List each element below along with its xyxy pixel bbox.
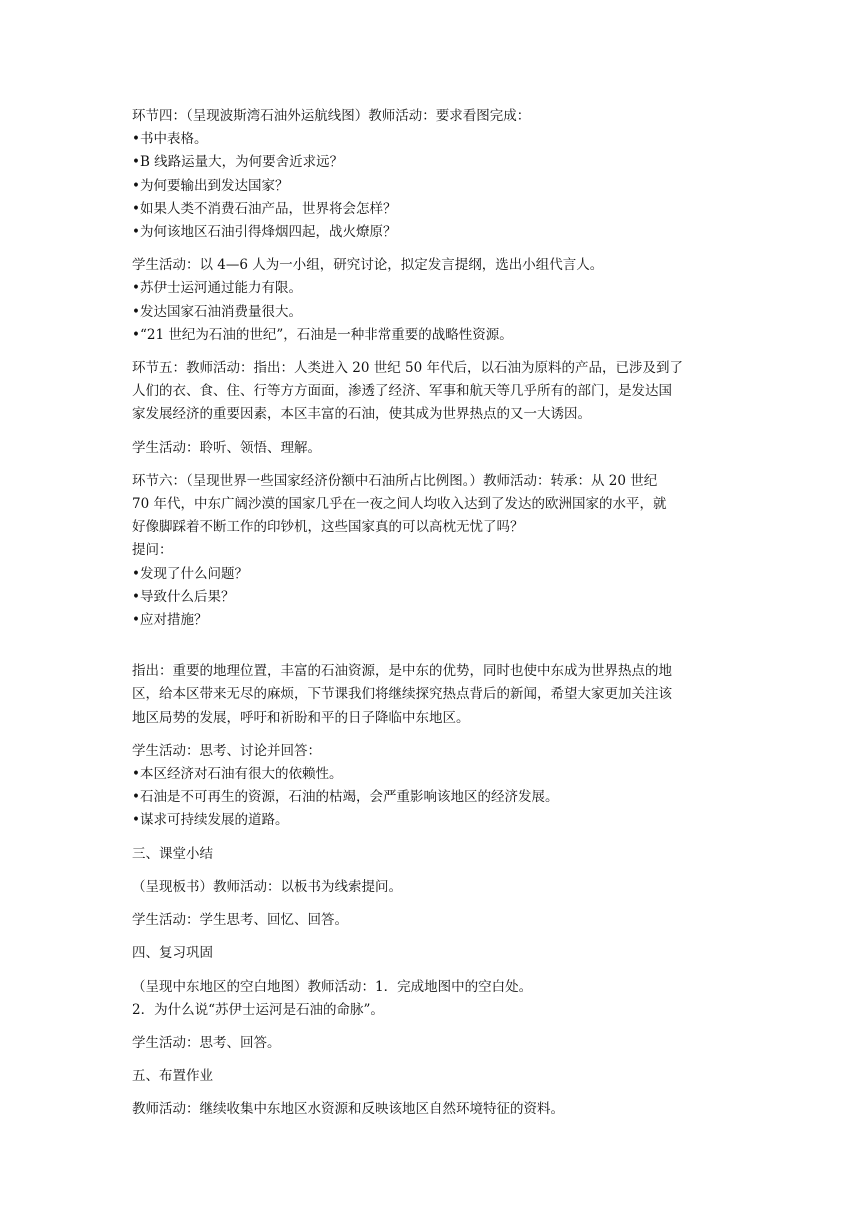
text-line: 学生活动：学生思考、回忆、回答。 xyxy=(132,912,348,929)
text-line: 指出：重要的地理位置，丰富的石油资源，是中东的优势，同时也使中东成为世界热点的地 xyxy=(132,663,672,680)
text-line: 教师活动：继续收集中东地区水资源和反映该地区自然环境特征的资料。 xyxy=(132,1101,564,1118)
text-line: 学生活动：以 4—6 人为一小组，研究讨论，拟定发言提纲，选出小组代言人。 xyxy=(132,257,604,274)
paragraph xyxy=(132,1032,732,1055)
text-line: 人们的衣、食、住、行等方方面面，渗透了经济、军事和航天等几乎所有的部门，是发达国 xyxy=(132,383,672,400)
text-line: •B 线路运量大，为何要舍近求远？ xyxy=(132,154,344,171)
text-line: 家发展经济的重要因素，本区丰富的石油，使其成为世界热点的又一大诱因。 xyxy=(132,406,591,423)
text-line: •导致什么后果？ xyxy=(132,588,235,605)
text-line: •苏伊士运河通过能力有限。 xyxy=(132,280,302,297)
paragraph xyxy=(132,976,732,1022)
text-line: •“21 世纪为石油的世纪”，石油是一种非常重要的战略性资源。 xyxy=(132,326,513,343)
text-line: •如果人类不消费石油产品，世界将会怎样？ xyxy=(132,200,397,217)
paragraph xyxy=(132,105,732,244)
text-line: 学生活动：思考、讨论并回答： xyxy=(132,742,321,759)
text-line: 五、布置作业 xyxy=(132,1068,213,1085)
text-line: •谋求可持续发展的道路。 xyxy=(132,812,289,829)
text-line: 地区局势的发展，呼吁和祈盼和平的日子降临中东地区。 xyxy=(132,709,470,726)
text-line: •发达国家石油消费量很大。 xyxy=(132,303,302,320)
spacer xyxy=(132,642,732,660)
text-line: 环节四：（呈现波斯湾石油外运航线图）教师活动：要求看图完成： xyxy=(132,108,531,124)
text-line: •应对措施？ xyxy=(132,612,208,629)
paragraph xyxy=(132,437,732,460)
text-line: 四、复习巩固 xyxy=(132,945,213,962)
text-line: •石油是不可再生的资源，石油的枯竭，会严重影响该地区的经济发展。 xyxy=(132,789,559,806)
text-line: （呈现中东地区的空白地图）教师活动：1．完成地图中的空白处。 xyxy=(132,978,533,995)
text-line: 环节六：（呈现世界一些国家经济份额中石油所占比例图。）教师活动：转承：从 20 世纪 xyxy=(132,472,658,489)
paragraph xyxy=(132,843,732,866)
text-line: 学生活动：聆听、领悟、理解。 xyxy=(132,439,321,456)
text-line: •为何要输出到发达国家？ xyxy=(132,177,289,194)
text-line: •书中表格。 xyxy=(132,131,208,148)
paragraph xyxy=(132,909,732,932)
text-line: 70 年代，中东广阔沙漠的国家几乎在一夜之间人均收入达到了发达的欧洲国家的水平，就 xyxy=(132,496,667,513)
paragraph xyxy=(132,254,732,347)
text-line: 环节五：教师活动：指出：人类进入 20 世纪 50 年代后，以石油为原料的产品，已涉及到了 xyxy=(132,360,684,377)
paragraph xyxy=(132,357,732,427)
document-page xyxy=(132,105,732,1132)
text-line: 2．为什么说“苏伊士运河是石油的命脉”。 xyxy=(132,1001,384,1018)
text-line: 三、课堂小结 xyxy=(132,845,213,862)
paragraph xyxy=(132,470,732,632)
text-line: 学生活动：思考、回答。 xyxy=(132,1034,281,1051)
paragraph xyxy=(132,660,732,730)
paragraph xyxy=(132,740,732,833)
paragraph xyxy=(132,1065,732,1088)
text-line: 提问： xyxy=(132,542,173,559)
text-line: 好像脚踩着不断工作的印钞机，这些国家真的可以高枕无忧了吗？ xyxy=(132,519,524,536)
paragraph xyxy=(132,1098,732,1121)
paragraph xyxy=(132,876,732,899)
text-line: •为何该地区石油引得烽烟四起，战火燎原？ xyxy=(132,224,397,241)
text-line: 区，给本区带来无尽的麻烦，下节课我们将继续探究热点背后的新闻，希望大家更加关注该 xyxy=(132,686,672,703)
text-line: •发现了什么问题？ xyxy=(132,565,248,582)
text-line: （呈现板书）教师活动：以板书为线索提问。 xyxy=(132,878,402,895)
text-line: •本区经济对石油有很大的依赖性。 xyxy=(132,766,343,783)
paragraph xyxy=(132,942,732,965)
